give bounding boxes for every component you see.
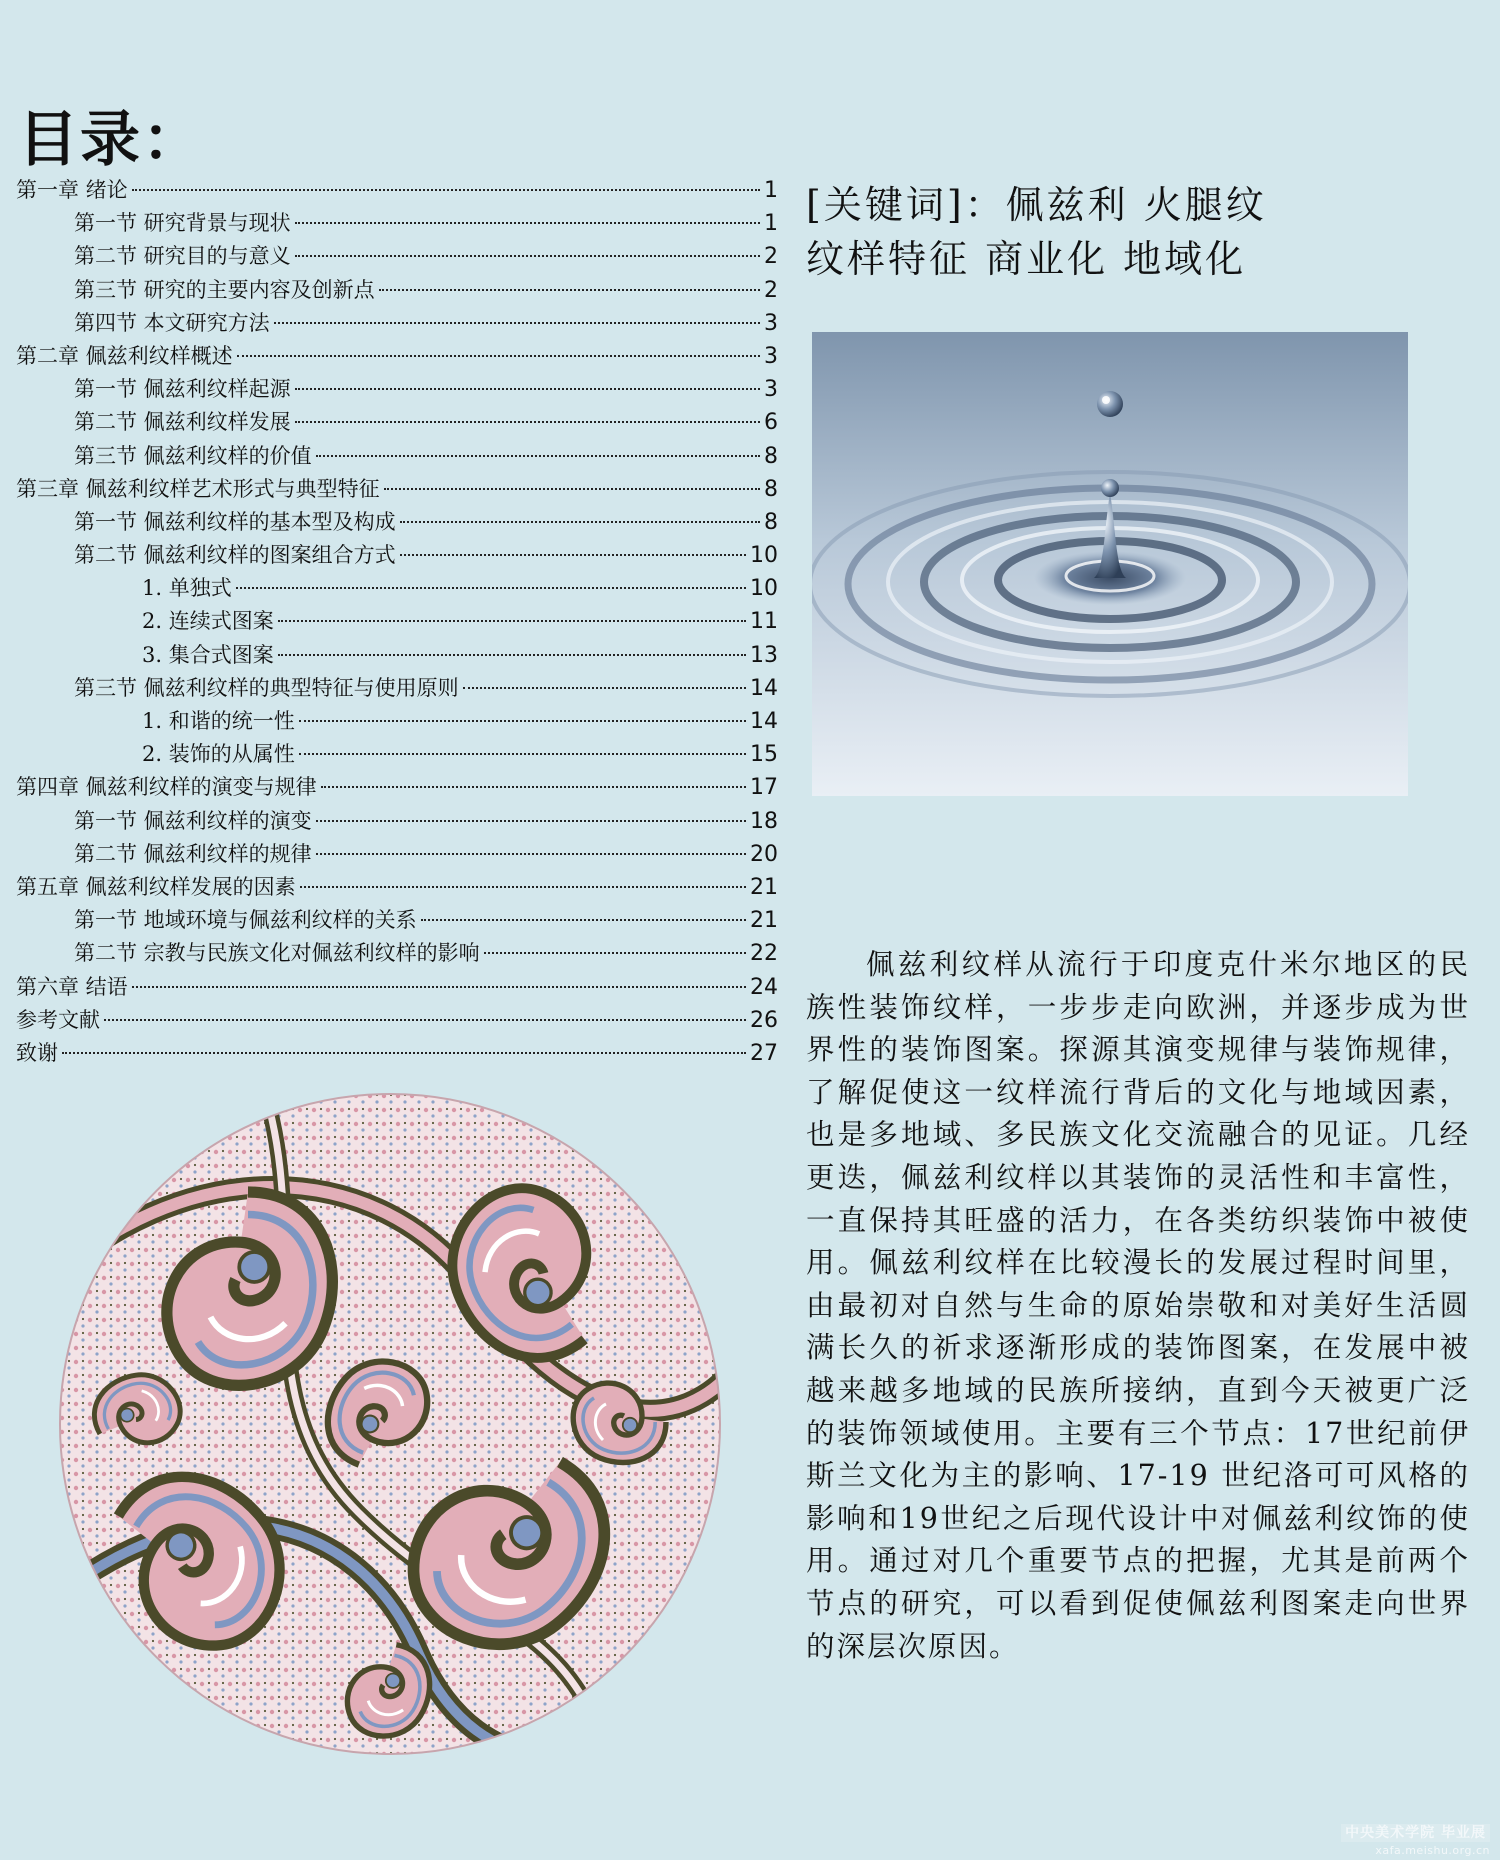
toc-entry-label: 第二节 佩兹利纹样发展 (74, 410, 291, 435)
toc-dot-leader (132, 986, 746, 988)
toc-dot-leader (278, 654, 746, 656)
toc-entry (16, 605, 778, 638)
toc-dot-leader (316, 455, 760, 457)
toc-entry-page: 1 (764, 178, 778, 203)
toc-entry-page: 20 (750, 841, 778, 867)
toc-entry-label: 第一节 地域环境与佩兹利纹样的关系 (74, 908, 417, 933)
toc-dot-leader (236, 587, 746, 589)
keywords-block (806, 178, 1446, 286)
toc-entry (16, 705, 778, 738)
toc-entry (16, 904, 778, 937)
toc-dot-leader (300, 886, 746, 888)
toc-dot-leader (400, 554, 746, 556)
toc-entry-label: 第三节 研究的主要内容及创新点 (74, 277, 375, 302)
toc-entry-label: 第三节 佩兹利纹样的价值 (74, 443, 312, 468)
toc-entry-label: 第四节 本文研究方法 (74, 310, 270, 335)
toc-entry-page: 22 (750, 941, 778, 967)
toc-entry-label: 2. 装饰的从属性 (142, 742, 295, 767)
toc-dot-leader (484, 952, 746, 954)
keywords-line-1: [关键词]：佩兹利 火腿纹 (806, 183, 1267, 227)
toc-entry-label: 参考文献 (16, 1007, 100, 1032)
toc-entry-page: 2 (764, 244, 778, 270)
toc-entry-label: 第一章 绪论 (16, 178, 128, 202)
toc-entry-label: 第三章 佩兹利纹样艺术形式与典型特征 (16, 476, 380, 501)
toc-entry-page: 2 (764, 277, 778, 303)
toc-entry-page: 27 (750, 1040, 778, 1066)
toc-entry-label: 2. 连续式图案 (142, 609, 274, 634)
toc-entry-label: 第一节 佩兹利纹样的基本型及构成 (74, 509, 396, 534)
toc-dot-leader (299, 753, 746, 755)
toc-entry-label: 第一节 佩兹利纹样的演变 (74, 808, 312, 833)
toc-entry-page: 14 (750, 675, 778, 701)
toc-entry (16, 937, 778, 970)
toc-entry (16, 340, 778, 373)
toc-entry (16, 174, 778, 207)
toc-dot-leader (278, 620, 746, 622)
toc-dot-leader (104, 1019, 746, 1021)
watermark-brand: 中央美术学院 毕业展 (1341, 1824, 1490, 1842)
toc-dot-leader (132, 189, 760, 191)
toc-entry-page: 21 (750, 908, 778, 934)
toc-entry-label: 1. 单独式 (142, 576, 232, 601)
toc-entry-page: 10 (750, 576, 778, 602)
watermark (1310, 1822, 1490, 1857)
toc-dot-leader (384, 488, 760, 490)
toc-entry-label: 第五章 佩兹利纹样发展的因素 (16, 874, 296, 899)
toc-title: 目录： (18, 105, 204, 175)
toc-entry-page: 3 (764, 377, 778, 403)
toc-entry (16, 838, 778, 871)
toc-dot-leader (316, 853, 746, 855)
toc-entry (16, 639, 778, 672)
toc-entry-page: 3 (764, 343, 778, 369)
toc-entry-page: 8 (764, 509, 778, 535)
abstract-paragraph: 佩兹利纹样从流行于印度克什米尔地区的民族性装饰纹样，一步步走向欧洲，并逐步成为世界性的装饰图案。探源其演变规律与装饰规律，了解促使这一纹样流行背后的文化与地域因素，也是多地域、多民族文化交流融合的见证。几经更迭，佩兹利纹样以其装饰的灵活性和丰富性，一直保持其旺盛的活力，在各类纺织装饰中被使用。佩兹利纹样在比较漫长的发展过程时间里，由最初对自然与生命的原始崇敬和对美好生活圆满长久的祈求逐渐形成的装饰图案，在发展中被越来越多地域的民族所接纳，直到今天被更广泛的装饰领域使用。主要有三个节点：17世纪前伊斯兰文化为主的影响、17-19 世纪洛可可风格的影响和19世纪之后现代设计中对佩兹利纹饰的使用。通过对几个重要节点的把握，尤其是前两个节点的研究，可以看到促使佩兹利图案走向世界的深层次原因。 (806, 948, 1470, 1663)
toc-dot-leader (295, 421, 760, 423)
toc-entry (16, 539, 778, 572)
toc-dot-leader (62, 1052, 746, 1054)
water-drop-image (812, 332, 1408, 796)
toc-entry (16, 473, 778, 506)
toc-dot-leader (295, 388, 760, 390)
toc-entry (16, 406, 778, 439)
toc-entry-label: 第六章 结语 (16, 974, 128, 999)
toc-dot-leader (421, 919, 746, 921)
toc-entry-page: 26 (750, 1007, 778, 1033)
toc-entry (16, 1004, 778, 1037)
toc-entry (16, 506, 778, 539)
table-of-contents (16, 174, 778, 1070)
toc-entry (16, 738, 778, 771)
toc-entry-page: 13 (750, 642, 778, 668)
toc-entry (16, 805, 778, 838)
toc-entry-page: 15 (750, 742, 778, 768)
toc-entry-label: 第一节 佩兹利纹样起源 (74, 377, 291, 402)
toc-entry-label: 第四章 佩兹利纹样的演变与规律 (16, 775, 317, 800)
toc-dot-leader (316, 820, 746, 822)
toc-entry-label: 第一节 研究背景与现状 (74, 211, 291, 236)
toc-entry-label: 第二节 研究目的与意义 (74, 244, 291, 269)
toc-entry-label: 第二节 宗教与民族文化对佩兹利纹样的影响 (74, 941, 480, 966)
toc-entry (16, 1037, 778, 1070)
toc-dot-leader (400, 521, 760, 523)
toc-entry-page: 21 (750, 874, 778, 900)
toc-dot-leader (237, 355, 760, 357)
toc-entry-page: 14 (750, 709, 778, 734)
toc-entry-label: 致谢 (16, 1040, 58, 1065)
toc-entry-page: 3 (764, 310, 778, 336)
toc-entry-page: 17 (750, 775, 778, 801)
toc-entry-page: 1 (764, 211, 778, 237)
toc-entry-page: 18 (750, 808, 778, 834)
keywords-line-2: 纹样特征 商业化 地域化 (806, 237, 1247, 281)
toc-entry-page: 6 (764, 410, 778, 436)
toc-entry (16, 672, 778, 705)
toc-entry (16, 207, 778, 240)
toc-dot-leader (295, 222, 760, 224)
toc-dot-leader (321, 786, 746, 788)
toc-entry-label: 1. 和谐的统一性 (142, 709, 295, 733)
toc-entry-label: 第三节 佩兹利纹样的典型特征与使用原则 (74, 675, 459, 700)
toc-entry (16, 240, 778, 273)
toc-entry-label: 第二节 佩兹利纹样的规律 (74, 841, 312, 866)
toc-entry (16, 572, 778, 605)
toc-entry-page: 24 (750, 974, 778, 1000)
toc-dot-leader (274, 322, 760, 324)
paisley-pattern-image (58, 1092, 722, 1756)
toc-dot-leader (379, 289, 760, 291)
toc-entry (16, 971, 778, 1004)
toc-entry-label: 第二章 佩兹利纹样概述 (16, 343, 233, 368)
toc-entry-page: 10 (750, 543, 778, 569)
watermark-url: xafa.meishu.org.cn (1375, 1844, 1490, 1857)
toc-entry-page: 8 (764, 443, 778, 469)
toc-entry-label: 第二节 佩兹利纹样的图案组合方式 (74, 543, 396, 568)
toc-entry (16, 274, 778, 307)
toc-entry (16, 440, 778, 473)
toc-entry-page: 8 (764, 476, 778, 502)
toc-entry-label: 3. 集合式图案 (142, 642, 274, 667)
toc-entry-page: 11 (750, 609, 778, 635)
toc-entry (16, 871, 778, 904)
toc-entry (16, 771, 778, 804)
toc-dot-leader (299, 720, 746, 722)
toc-entry (16, 307, 778, 340)
toc-dot-leader (295, 255, 760, 257)
toc-entry (16, 373, 778, 406)
toc-dot-leader (463, 687, 746, 689)
